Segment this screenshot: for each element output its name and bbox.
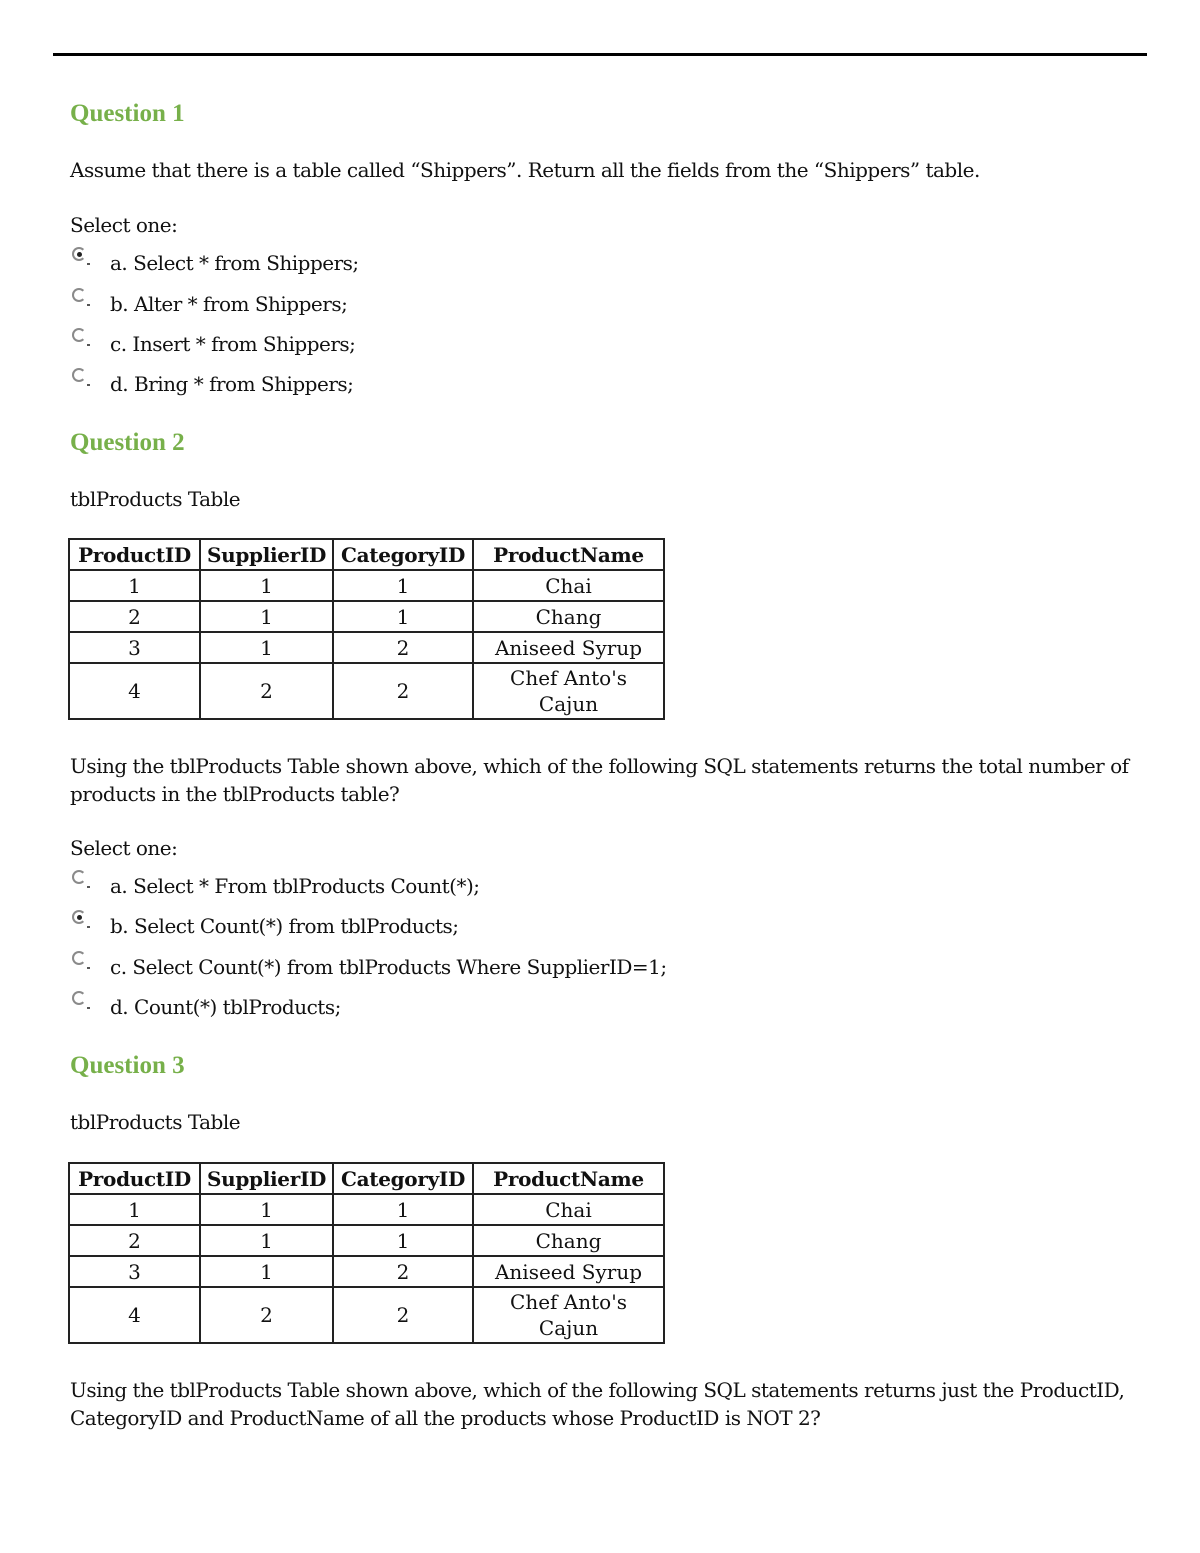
cell: 2 (333, 1287, 473, 1343)
cell: Aniseed Syrup (473, 632, 664, 663)
radio-icon[interactable] (72, 991, 86, 1005)
cell: 1 (69, 570, 200, 601)
cell: Chang (473, 1225, 664, 1256)
cell: Chef Anto's Cajun (473, 1287, 664, 1343)
top-rule (53, 53, 1147, 56)
table-header-row (69, 1163, 664, 1194)
cell: 4 (69, 663, 200, 719)
option-label: a. Select * from Shippers; (110, 251, 359, 275)
question-1-prompt: Assume that there is a table called “Shippers”. Return all the fields from the “Shippers” table. (70, 158, 980, 182)
question-3-prompt: Using the tblProducts Table shown above, which of the following SQL statements returns just the ProductID, CategoryID and ProductName of all the products whose ProductID is NOT 2? (70, 1378, 1125, 1430)
header-supplierid: SupplierID (200, 539, 333, 570)
cell: 1 (333, 570, 473, 601)
cell: Aniseed Syrup (473, 1256, 664, 1287)
question-2-select-label: Select one: (70, 836, 178, 860)
radio-icon[interactable] (72, 910, 86, 924)
question-3-table-caption: tblProducts Table (70, 1110, 241, 1134)
cell: Chang (473, 601, 664, 632)
q1-option-c[interactable] (72, 328, 772, 368)
cell: 1 (333, 1225, 473, 1256)
table-row (69, 663, 664, 719)
header-supplierid: SupplierID (200, 1163, 333, 1194)
cell: 1 (200, 1256, 333, 1287)
question-1-select-label: Select one: (70, 213, 178, 237)
cell: 1 (200, 570, 333, 601)
cell: 4 (69, 1287, 200, 1343)
q2-option-c[interactable] (72, 951, 772, 991)
cell: 1 (200, 632, 333, 663)
cell: 1 (333, 601, 473, 632)
cell: Chef Anto's Cajun (473, 663, 664, 719)
option-label: b. Select Count(*) from tblProducts; (110, 914, 459, 938)
table-header-row (69, 539, 664, 570)
cell: 1 (69, 1194, 200, 1225)
option-label: d. Bring * from Shippers; (110, 372, 354, 396)
question-1-title: Question 1 (70, 100, 185, 127)
cell: 2 (333, 632, 473, 663)
question-2-title: Question 2 (70, 429, 185, 456)
q1-option-b[interactable] (72, 288, 772, 328)
products-table-q3 (68, 1162, 665, 1344)
radio-icon[interactable] (72, 247, 86, 261)
products-table-q2 (68, 538, 665, 720)
cell: 2 (200, 1287, 333, 1343)
table-row (69, 1287, 664, 1343)
cell: 1 (333, 1194, 473, 1225)
table-row (69, 570, 664, 601)
radio-icon[interactable] (72, 288, 86, 302)
cell: 3 (69, 632, 200, 663)
q2-option-a[interactable] (72, 870, 772, 910)
option-label: d. Count(*) tblProducts; (110, 995, 341, 1019)
header-productname: ProductName (473, 1163, 664, 1194)
cell: 2 (333, 1256, 473, 1287)
cell: 2 (333, 663, 473, 719)
radio-icon[interactable] (72, 328, 86, 342)
cell: 3 (69, 1256, 200, 1287)
cell: 1 (200, 601, 333, 632)
q2-option-b[interactable] (72, 910, 772, 950)
q2-option-d[interactable] (72, 991, 772, 1031)
cell: 2 (69, 601, 200, 632)
radio-icon[interactable] (72, 951, 86, 965)
header-categoryid: CategoryID (333, 1163, 473, 1194)
cell: Chai (473, 570, 664, 601)
table-row (69, 1256, 664, 1287)
option-label: a. Select * From tblProducts Count(*); (110, 874, 480, 898)
cell: 2 (200, 663, 333, 719)
question-3-title: Question 3 (70, 1052, 185, 1079)
option-label: c. Insert * from Shippers; (110, 332, 356, 356)
cell: 1 (200, 1225, 333, 1256)
cell: 2 (69, 1225, 200, 1256)
question-2-table-caption: tblProducts Table (70, 487, 241, 511)
table-row (69, 601, 664, 632)
question-2-prompt: Using the tblProducts Table shown above, which of the following SQL statements returns the total number of products in the tblProducts table? (70, 754, 1129, 806)
radio-icon[interactable] (72, 870, 86, 884)
header-categoryid: CategoryID (333, 539, 473, 570)
option-label: c. Select Count(*) from tblProducts Where SupplierID=1; (110, 955, 667, 979)
q1-option-d[interactable] (72, 368, 772, 408)
radio-icon[interactable] (72, 368, 86, 382)
table-row (69, 632, 664, 663)
table-row (69, 1225, 664, 1256)
q1-option-a[interactable] (72, 247, 772, 287)
header-productid: ProductID (69, 1163, 200, 1194)
cell: 1 (200, 1194, 333, 1225)
header-productid: ProductID (69, 539, 200, 570)
option-label: b. Alter * from Shippers; (110, 292, 348, 316)
table-row (69, 1194, 664, 1225)
header-productname: ProductName (473, 539, 664, 570)
cell: Chai (473, 1194, 664, 1225)
